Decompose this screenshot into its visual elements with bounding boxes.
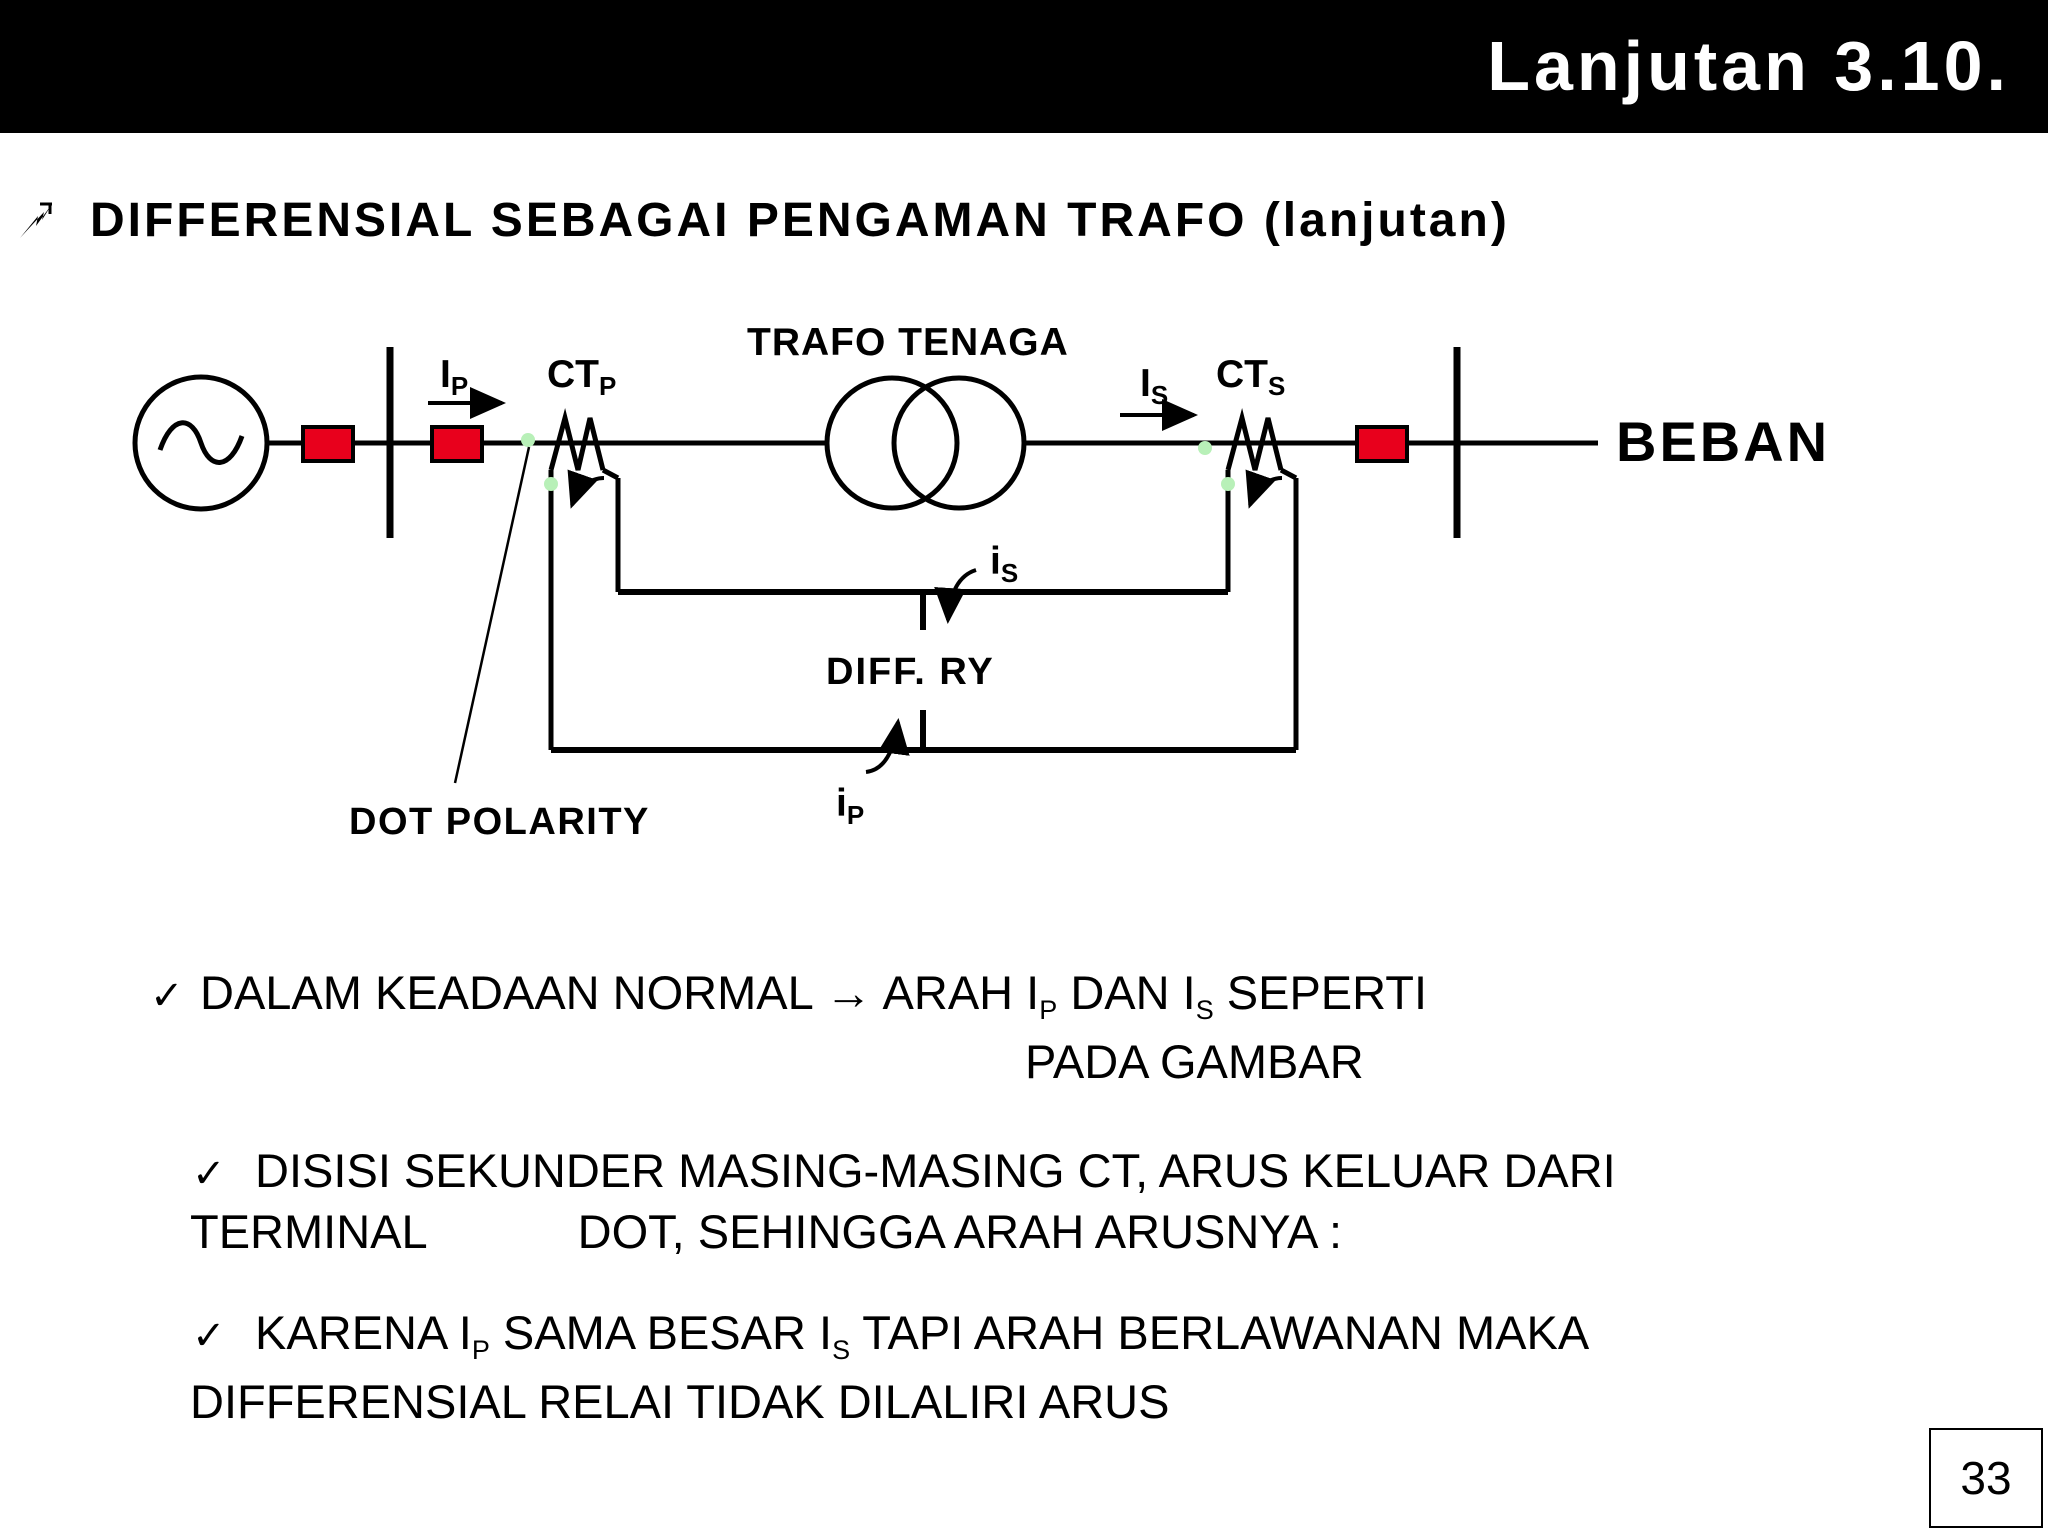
relay-current-p-label: $i_P$ <box>836 782 865 830</box>
relay-current-s-label: $i_S$ <box>990 540 1019 588</box>
ct-secondary-label: $CT_S$ <box>1216 353 1286 401</box>
bullet-secondary-side-line2: TERMINAL DOT, SEHINGGA ARAH ARUSNYA : <box>190 1205 1343 1258</box>
heading-text: DIFFERENSIAL SEBAGAI PENGAMAN TRAFO (lanjutan) <box>90 193 1510 247</box>
check-icon: ✓ <box>192 1152 226 1196</box>
trafo-label: TRAFO TENAGA <box>747 321 1069 364</box>
bullet-equal-currents-line2: DIFFERENSIAL RELAI TIDAK DILALIRI ARUS <box>190 1375 1170 1428</box>
check-icon: ✓ <box>150 974 184 1018</box>
polarity-dot-primary-2 <box>544 477 558 491</box>
breaker-3 <box>1357 427 1407 461</box>
polarity-dot-secondary-1 <box>1198 441 1212 455</box>
beban-label: BEBAN <box>1616 410 1831 473</box>
bullet-secondary-side: ✓ DISISI SEKUNDER MASING-MASING CT, ARUS KELUAR DARI <box>192 1140 1616 1205</box>
ct-primary-label: $CT_P$ <box>547 353 617 401</box>
arrow-icon: → <box>825 966 873 1019</box>
dot-polarity-label: DOT POLARITY <box>349 801 650 843</box>
polarity-dot-primary-1 <box>521 433 535 447</box>
diff-relay-label: DIFF. RY <box>826 651 995 693</box>
slide-title: Lanjutan 3.10. <box>1487 27 2010 105</box>
ct-secondary <box>1198 418 1296 750</box>
power-transformer <box>827 378 1024 508</box>
polarity-dot-secondary-2 <box>1221 477 1235 491</box>
breaker-2 <box>432 427 482 461</box>
ct-primary <box>521 418 618 750</box>
bullet-normal-condition: ✓ DALAM KEADAAN NORMAL → ARAH $I_P$ DAN $I_S$ SEPERTI <box>150 966 1428 1025</box>
bullet-normal-condition-line2: PADA GAMBAR <box>1025 1035 1364 1088</box>
secondary-current-label: $I_S$ <box>1140 362 1169 410</box>
primary-current-label: $I_P$ <box>440 353 469 401</box>
generator-symbol <box>135 377 267 509</box>
check-icon: ✓ <box>192 1314 226 1358</box>
page-number: 33 <box>1929 1428 2043 1528</box>
bullet-equal-currents: ✓ KARENA $I_P$ SAMA BESAR $I_S$ TAPI ARAH BERLAWANAN MAKA <box>192 1306 1590 1365</box>
dot-polarity-leader <box>455 447 529 783</box>
breaker-1 <box>303 427 353 461</box>
